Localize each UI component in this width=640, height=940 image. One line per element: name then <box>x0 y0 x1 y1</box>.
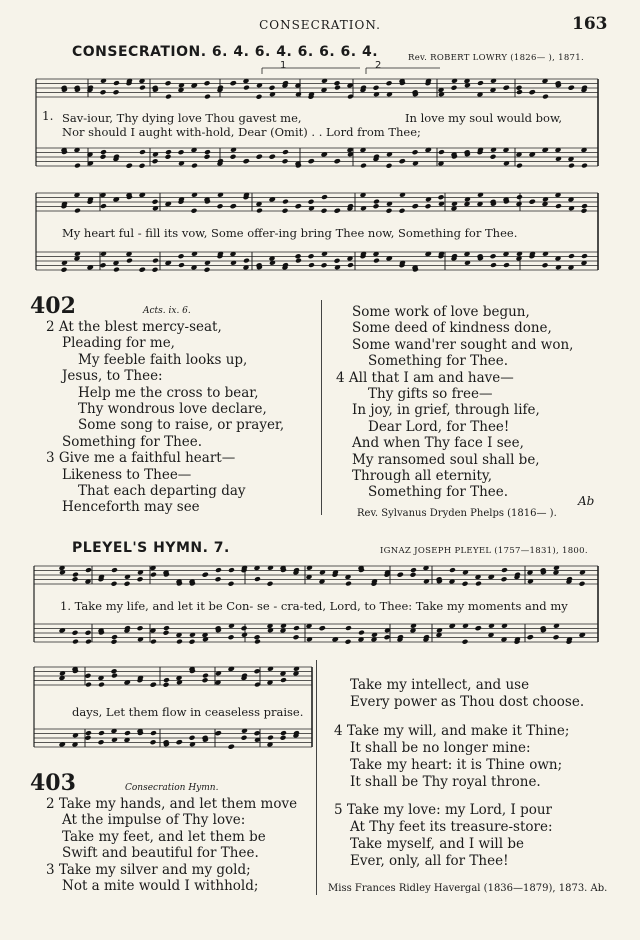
verse-line: That each departing day <box>78 483 246 499</box>
verse-line: 3 Give me a faithful heart— <box>46 450 236 467</box>
first-ending-label: 1 <box>280 60 287 71</box>
verse-line: 4 Take my will, and make it Thine; <box>334 722 570 739</box>
verse-line: 3 Take my silver and my gold; <box>46 861 251 878</box>
verse-line: 5 Take my love: my Lord, I pour <box>334 802 552 819</box>
verse-line: Something for Thee. <box>368 353 509 370</box>
hymn-403-author: Miss Frances Ridley Havergal (1836—1879), 1873. Ab. <box>328 883 608 894</box>
tune-title-pleyel: PLEYEL'S HYMN. 7. <box>72 540 230 556</box>
verse-line: Every power as Thou dost choose. <box>350 693 585 710</box>
verse-line: Take my heart: it is Thine own; <box>350 756 563 773</box>
verse-line: In joy, in grief, through life, <box>352 402 540 419</box>
verse-line: Take myself, and I will be <box>350 836 524 853</box>
verse-line: Some deed of kindness done, <box>352 320 552 337</box>
handwritten-margin-note: Ab <box>578 494 595 508</box>
lyric-line-2: Nor should I aught with-hold, Dear (Omit) . . Lord from Thee; <box>62 125 421 139</box>
tune-composer-credit: Rev. ROBERT LOWRY (1826— ), 1871. <box>408 53 584 63</box>
verse-line: 4 All that I am and have— <box>336 369 514 386</box>
verse-line: My ransomed soul shall be, <box>352 451 540 468</box>
verse-line: Through all eternity, <box>352 468 492 484</box>
lyric-line-3: My heart ful - fill its vow, Some offer-ing bring Thee now, Something for Thee. <box>62 226 518 240</box>
running-head: CONSECRATION. <box>259 18 381 32</box>
page-number: 163 <box>572 14 608 34</box>
verse-line: Thy gifts so free— <box>368 386 493 402</box>
verse-line: Take my intellect, and use <box>350 677 530 693</box>
tune-title-consecration: CONSECRATION. 6. 4. 6. 4. 6. 6. 6. 4. <box>72 44 379 60</box>
second-ending-label: 2 <box>375 60 382 71</box>
verse-line: Dear Lord, for Thee! <box>368 418 510 435</box>
verse-line: Henceforth may see <box>62 499 200 516</box>
tune2-composer-credit: IGNAZ JOSEPH PLEYEL (1757—1831), 1800. <box>380 546 588 556</box>
verse-line: And when Thy face I see, <box>352 435 524 452</box>
lyric-line-1a: Sav-iour, Thy dying love Thou gavest me, <box>62 111 302 125</box>
lyric-line-1b: In love my soul would bow, <box>405 111 563 125</box>
column-divider-2 <box>316 660 317 895</box>
verse-line: Likeness to Thee— <box>62 466 192 483</box>
column-divider <box>321 300 322 515</box>
verse-line: Thy wondrous love declare, <box>78 401 267 417</box>
verse-line: Swift and beautiful for Thee. <box>62 845 259 862</box>
verse-line: At the impulse of Thy love: <box>62 812 246 829</box>
hymn-403-reference: Consecration Hymn. <box>125 783 219 793</box>
hymn-number-403: 403 <box>30 770 76 796</box>
verse-line: Take my feet, and let them be <box>62 828 266 845</box>
verse-line: Help me the cross to bear, <box>78 384 259 401</box>
verse-line: My feeble faith looks up, <box>78 351 248 368</box>
verse-line: It shall be Thy royal throne. <box>350 773 541 790</box>
scripture-reference: Acts. ix. 6. <box>143 306 191 316</box>
hymn-number-402: 402 <box>30 293 76 319</box>
verse-line: Some work of love begun, <box>352 304 530 320</box>
hymn-402-author: Rev. Sylvanus Dryden Phelps (1816— ). <box>357 508 557 519</box>
verse-line: Ever, only, all for Thee! <box>350 853 509 870</box>
verse-line: 2 Take my hands, and let them move <box>46 796 298 812</box>
verse-line: It shall be no longer mine: <box>350 739 531 756</box>
verse-number-1: 1. <box>42 109 54 123</box>
verse-line: Some song to raise, or prayer, <box>78 417 285 434</box>
verse-line: Something for Thee. <box>368 484 509 501</box>
tune2-lyric-line-2: days, Let them flow in ceaseless praise. <box>72 705 304 719</box>
verse-line: Jesus, to Thee: <box>62 368 163 385</box>
tune2-lyric-line-1: 1. Take my life, and let it be Con- se - cra-ted, Lord, to Thee: Take my moments and my <box>60 599 568 613</box>
verse-line: 2 At the blest mercy-seat, <box>46 319 222 335</box>
verse-line: Something for Thee. <box>62 433 203 450</box>
verse-line: At Thy feet its treasure-store: <box>350 819 553 836</box>
verse-line: Pleading for me, <box>62 335 175 352</box>
verse-line: Some wand'rer sought and won, <box>352 336 574 353</box>
verse-line: Not a mite would I withhold; <box>62 878 259 894</box>
